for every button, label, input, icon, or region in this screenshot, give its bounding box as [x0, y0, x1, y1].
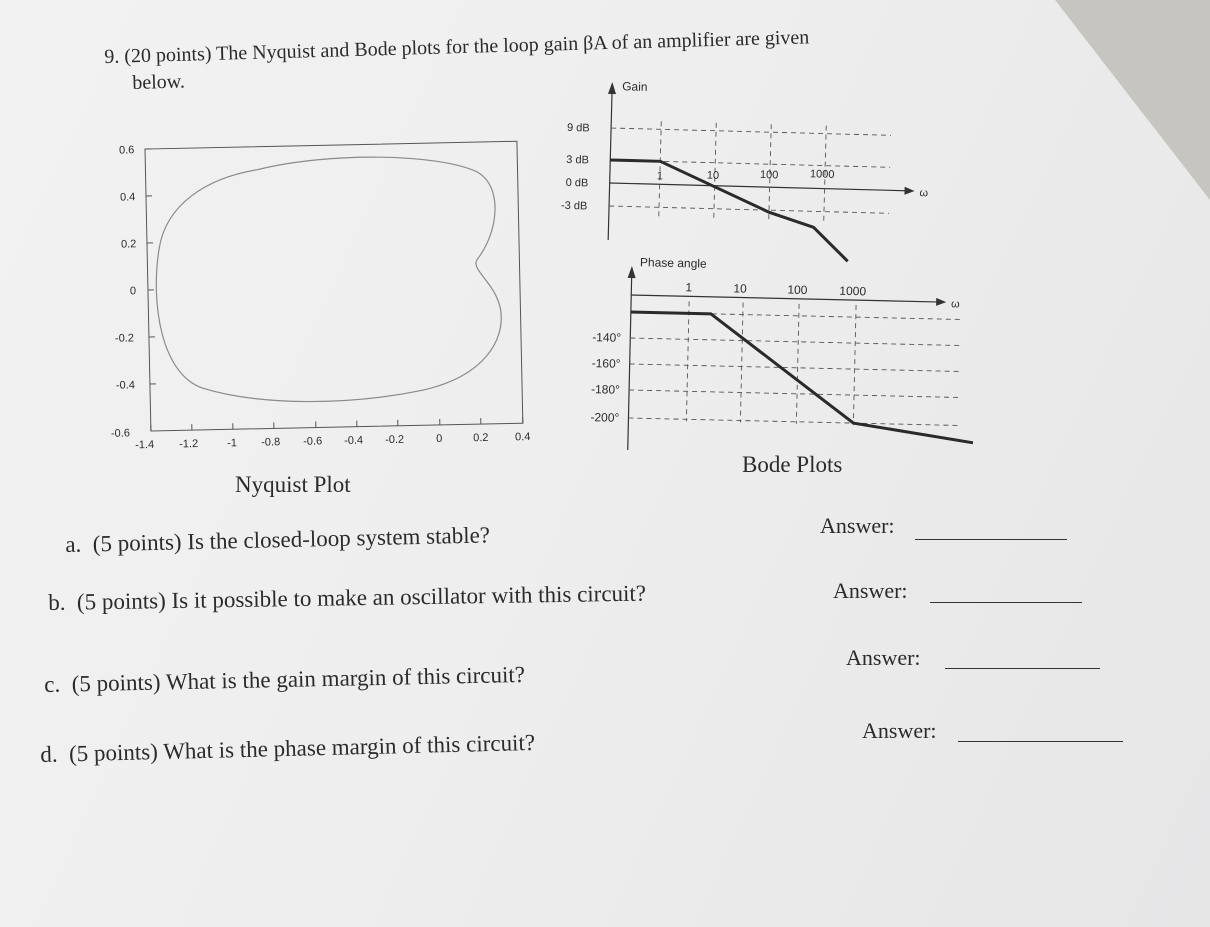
- nyquist-x-tick-6: -0.2: [385, 433, 405, 447]
- gain-y-tick-0: 9 dB: [566, 121, 590, 135]
- question-d-label: d.: [40, 741, 58, 767]
- question-a-label: a.: [65, 531, 82, 557]
- gain-y-tick-3: -3 dB: [560, 199, 588, 213]
- nyquist-y-tick-2: 0.2: [120, 238, 137, 251]
- answer-d-label: Answer:: [862, 718, 937, 743]
- phase-x-tick-1: 10: [733, 281, 747, 296]
- phase-x-axis: [631, 295, 941, 302]
- phase-y-tick-2: -180°: [590, 382, 621, 397]
- nyquist-y-tick-1: 0.4: [119, 191, 136, 204]
- phase-x-tick-0: 1: [685, 280, 693, 295]
- problem-statement-line2: below.: [132, 70, 186, 94]
- answer-b-field[interactable]: [930, 602, 1082, 603]
- question-c-label: c.: [44, 671, 61, 697]
- gain-x-unit: ω: [919, 187, 929, 200]
- question-a-text: (5 points) Is the closed-loop system stable?: [92, 522, 491, 557]
- gain-y-tick-1: 3 dB: [566, 153, 590, 167]
- nyquist-y-tick-4: -0.2: [114, 332, 135, 345]
- answer-c-label: Answer:: [846, 645, 921, 670]
- answer-c-field[interactable]: [945, 668, 1100, 669]
- gain-x-tick-2: 100: [759, 168, 779, 182]
- gain-x-tick-1: 10: [706, 169, 720, 182]
- nyquist-x-tick-8: 0.2: [473, 431, 489, 445]
- phase-curve: [628, 312, 976, 443]
- gain-y-tick-2: 0 dB: [565, 176, 589, 190]
- gain-x-tick-0: 1: [656, 170, 664, 183]
- nyquist-y-tick-5: -0.4: [115, 379, 136, 392]
- nyquist-x-tick-9: 0.4: [514, 431, 531, 444]
- bode-caption: Bode Plots: [742, 452, 843, 477]
- nyquist-x-tick-1: -1.2: [179, 438, 199, 451]
- phase-y-tick-3: -200°: [590, 410, 620, 425]
- problem-statement-line1: 9. (20 points) The Nyquist and Bode plots for the loop gain βA of an amplifier are given: [104, 26, 810, 68]
- answer-b-label: Answer:: [833, 578, 908, 603]
- question-d-text: (5 points) What is the phase margin of this circuit?: [68, 729, 536, 767]
- nyquist-x-tick-3: -0.8: [261, 436, 281, 449]
- nyquist-y-tick-0: 0.6: [118, 144, 135, 157]
- phase-axis-label: Phase angle: [639, 255, 707, 271]
- answer-a-field[interactable]: [915, 539, 1067, 540]
- nyquist-x-tick-4: -0.6: [303, 435, 323, 448]
- phase-x-axis-arrow-icon: [936, 298, 946, 306]
- nyquist-y-tick-3: 0: [129, 285, 137, 298]
- phase-y-tick-0: -140°: [592, 330, 622, 345]
- phase-x-tick-2: 100: [787, 282, 808, 298]
- nyquist-x-tick-2: -1: [227, 437, 238, 450]
- gain-x-tick-3: 1000: [809, 168, 835, 181]
- question-b-text: (5 points) Is it possible to make an oscillator with this circuit?: [76, 580, 647, 615]
- nyquist-y-tick-6: -0.6: [110, 427, 131, 440]
- phase-y-axis: [628, 275, 632, 450]
- nyquist-x-tick-0: -1.4: [135, 438, 155, 452]
- answer-a-label: Answer:: [820, 513, 895, 538]
- question-b-label: b.: [48, 589, 66, 615]
- gain-axis-label: Gain: [622, 79, 648, 94]
- nyquist-x-tick-7: 0: [436, 432, 443, 446]
- question-c-text: (5 points) What is the gain margin of this circuit?: [71, 661, 526, 697]
- phase-y-tick-1: -160°: [591, 356, 621, 371]
- answer-d-field[interactable]: [958, 741, 1123, 742]
- phase-grid: [628, 300, 961, 427]
- nyquist-x-tick-5: -0.4: [344, 434, 364, 447]
- phase-x-unit: ω: [950, 298, 960, 311]
- phase-x-tick-3: 1000: [839, 283, 867, 299]
- phase-y-axis-arrow-icon: [628, 266, 636, 278]
- nyquist-caption: Nyquist Plot: [235, 472, 351, 497]
